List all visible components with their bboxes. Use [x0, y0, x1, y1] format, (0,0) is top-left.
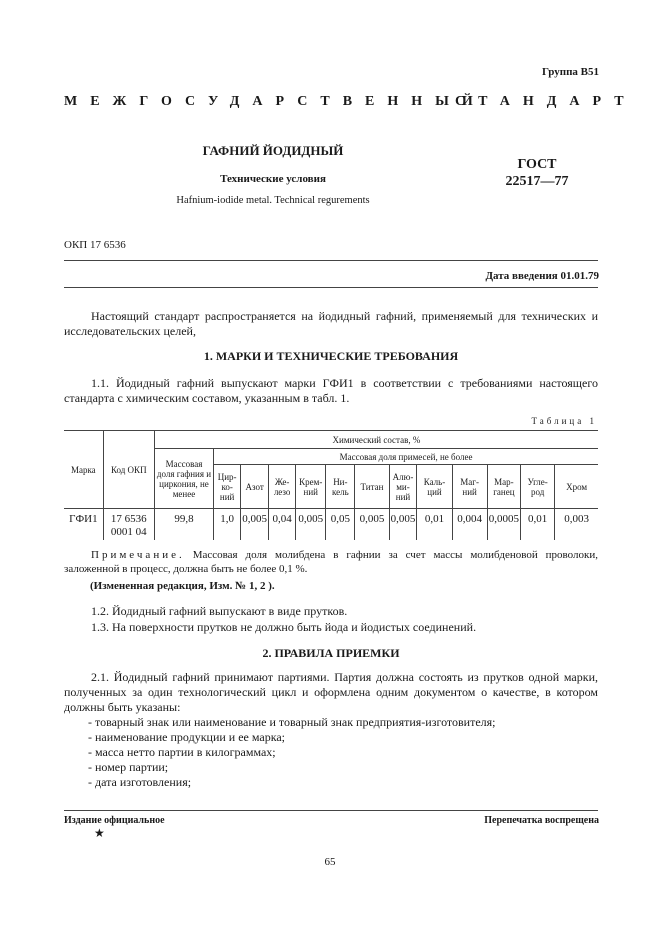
intro-paragraph: Настоящий стандарт распространяется на йодидный гафний, применяемый для технических и исследовательских целей, — [64, 309, 598, 338]
impurity-header: Алю-ми-ний — [389, 465, 417, 509]
col-header-mark: Марка — [64, 431, 103, 509]
divider — [64, 287, 598, 288]
cell-mark: ГФИ1 — [64, 509, 103, 541]
group-code: Группа В51 — [541, 66, 599, 78]
reprint-prohibited: Перепечатка воспрещена — [484, 815, 599, 826]
section-2-heading: 2. ПРАВИЛА ПРИЕМКИ — [262, 646, 400, 660]
list-item: - номер партии; — [88, 760, 169, 774]
col-header-impurities: Массовая доля примесей, не более — [214, 449, 598, 465]
cell-value: 0,005 — [389, 509, 417, 541]
table-note — [64, 548, 598, 576]
standard-type-left: МЕЖГОСУДАРСТВЕННЫЙ — [64, 94, 486, 109]
cell-value: 0,005 — [241, 509, 269, 541]
official-edition: Издание официальное — [64, 815, 165, 826]
section-1-heading: 1. МАРКИ И ТЕХНИЧЕСКИЕ ТРЕБОВАНИЯ — [203, 349, 459, 363]
divider — [64, 810, 598, 811]
paragraph-1-3: 1.3. На поверхности прутков не должно быть йода и йодистых соединений. — [91, 620, 477, 634]
amendment-note: (Измененная редакция, Изм. № 1, 2 ). — [90, 580, 275, 592]
impurity-header: Угле-род — [521, 465, 555, 509]
cell-value: 0,005 — [355, 509, 389, 541]
impurity-header: Азот — [241, 465, 269, 509]
cell-value: 0,004 — [452, 509, 487, 541]
cell-value: 0,003 — [564, 513, 589, 525]
standard-type-right: СТАНДАРТ — [455, 94, 637, 109]
col-header-chem: Химический состав, % — [154, 431, 598, 449]
impurity-header: Маг-ний — [452, 465, 487, 509]
impurity-header: Ни-кель — [326, 465, 355, 509]
cell-value: 0,005 — [296, 509, 326, 541]
page-number: 65 — [324, 856, 336, 868]
cell-value: 0,01 — [417, 509, 452, 541]
col-header-mass-fraction: Массовая доля гафния и циркония, не менее — [154, 449, 213, 509]
okp-code: ОКП 17 6536 — [64, 239, 126, 251]
impurity-header: Хром — [555, 465, 598, 509]
gost-number: 22517—77 — [505, 174, 569, 189]
document-subtitle: Технические условия — [220, 173, 326, 185]
divider — [64, 260, 598, 261]
list-item: - товарный знак или наименование и товарный знак предприятия-изготовителя; — [88, 715, 496, 729]
list-item: - масса нетто партии в килограммах; — [88, 745, 276, 759]
impurity-header: Титан — [355, 465, 389, 509]
impurity-header: Цир-ко-ний — [214, 465, 241, 509]
impurity-header: Каль-ций — [417, 465, 452, 509]
cell-value: 0,05 — [326, 509, 355, 541]
cell-value: 0,0005 — [487, 509, 520, 541]
table-row — [64, 509, 598, 541]
cell-value: 1,0 — [214, 509, 241, 541]
english-title: Hafnium-iodide metal. Technical regurements — [176, 195, 370, 206]
note-text: Массовая доля молибдена в гафнии за счет массы молибденовой проволоки, заложенной в процесс, должна быть не более 0,1 %. — [64, 549, 599, 575]
cell-value: 0,01 — [521, 509, 555, 541]
impurity-header: Же-лезо — [269, 465, 296, 509]
chemical-composition-table — [64, 430, 598, 540]
document-title: ГАФНИЙ ЙОДИДНЫЙ — [202, 143, 344, 158]
gost-designation — [505, 156, 569, 190]
paragraph-1-2: 1.2. Йодидный гафний выпускают в виде прутков. — [91, 604, 348, 618]
paragraph-2-1: 2.1. Йодидный гафний принимают партиями. Партия должна состоять из прутков одной марки, полученных за один технологический цикл и оформлена одним документом о качестве, в котором должны быть указаны: — [64, 670, 598, 714]
list-item: - дата изготовления; — [88, 775, 192, 789]
intro-date: Дата введения 01.01.79 — [485, 270, 599, 282]
impurity-header: Мар-ганец — [487, 465, 520, 509]
list-item: - наименование продукции и ее марка; — [88, 730, 286, 744]
col-header-okp: Код ОКП — [103, 431, 154, 509]
gost-label: ГОСТ — [517, 157, 557, 172]
star-icon: ★ — [94, 826, 105, 840]
cell-mass: 99,8 — [154, 509, 213, 541]
paragraph-1-1: 1.1. Йодидный гафний выпускают марки ГФИ1 в соответствии с требованиями настоящего стандарта с химическим составом, указанным в табл. 1. — [64, 376, 598, 405]
cell-okp: 17 6536 0001 04 — [103, 509, 154, 541]
table-caption: Таблица 1 — [531, 416, 597, 426]
impurity-header: Крем-ний — [296, 465, 326, 509]
note-label: Примечание. — [91, 549, 185, 561]
cell-value: 0,04 — [269, 509, 296, 541]
